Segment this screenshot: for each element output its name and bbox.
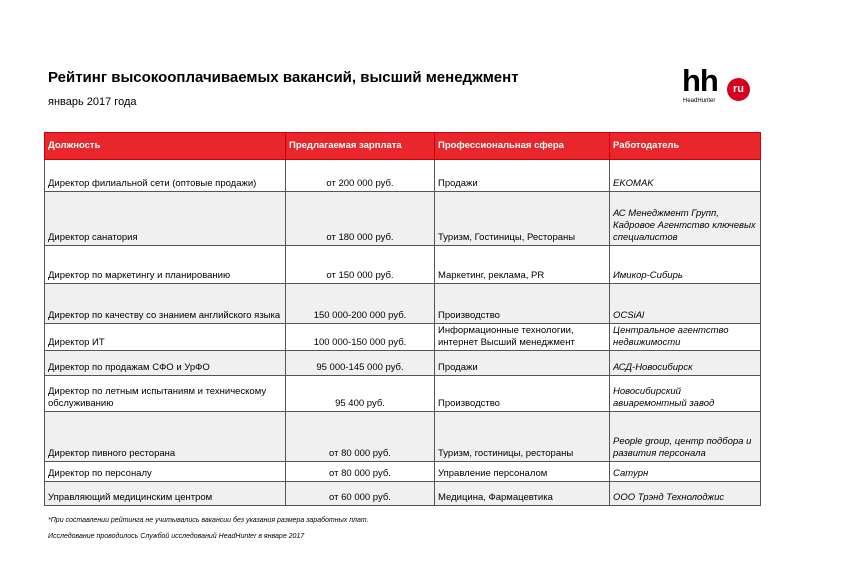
footnote-methodology: *При составлении рейтинга не учитывались вакансии без указания размера заработных плат.	[48, 517, 369, 524]
cell-employer: ООО Трэнд Технолоджис	[610, 482, 761, 506]
cell-salary: от 200 000 руб.	[286, 160, 435, 192]
logo-brand-text: HeadHunter	[683, 98, 716, 104]
table-row	[45, 462, 761, 482]
table-header-row	[45, 133, 761, 160]
column-header-position: Должность	[45, 133, 286, 160]
cell-employer: EKOMAK	[610, 160, 761, 192]
cell-employer: Сатурн	[610, 462, 761, 482]
cell-position: Директор по продажам СФО и УрФО	[45, 351, 286, 376]
cell-position: Директор санатория	[45, 192, 286, 246]
cell-sphere: Производство	[435, 284, 610, 324]
cell-position: Директор по летным испытаниям и техническому обслуживанию	[45, 376, 286, 412]
cell-employer: АС Менеджмент Групп, Кадровое Агентство ключевых специалистов	[610, 192, 761, 246]
cell-sphere: Туризм, Гостиницы, Рестораны	[435, 192, 610, 246]
cell-employer: People group, центр подбора и развития персонала	[610, 412, 761, 462]
cell-salary: от 150 000 руб.	[286, 246, 435, 284]
cell-sphere: Продажи	[435, 160, 610, 192]
cell-sphere: Производство	[435, 376, 610, 412]
table-row	[45, 412, 761, 462]
column-header-employer: Работодатель	[610, 133, 761, 160]
cell-sphere: Маркетинг, реклама, PR	[435, 246, 610, 284]
cell-salary: от 60 000 руб.	[286, 482, 435, 506]
column-header-sphere: Профессиональная сфера	[435, 133, 610, 160]
cell-position: Директор пивного ресторана	[45, 412, 286, 462]
column-header-salary: Предлагаемая зарплата	[286, 133, 435, 160]
headhunter-logo	[682, 63, 752, 109]
page-subtitle: январь 2017 года	[48, 96, 137, 108]
table-row	[45, 324, 761, 351]
cell-employer: Центральное агентство недвижимости	[610, 324, 761, 351]
cell-salary: 95 400 руб.	[286, 376, 435, 412]
cell-sphere: Продажи	[435, 351, 610, 376]
table-row	[45, 160, 761, 192]
cell-sphere: Информационные технологии, интернет Высший менеджмент	[435, 324, 610, 351]
cell-position: Директор по персоналу	[45, 462, 286, 482]
cell-position: Директор по качеству со знанием английского языка	[45, 284, 286, 324]
footnote-source: Исследование проводилось Службой исследований HeadHunter в январе 2017	[48, 533, 305, 540]
table-row	[45, 246, 761, 284]
cell-sphere: Управление персоналом	[435, 462, 610, 482]
logo-hh-text: hh	[682, 63, 718, 98]
table-row	[45, 482, 761, 506]
cell-position: Управляющий медицинским центром	[45, 482, 286, 506]
cell-sphere: Туризм, гостиницы, рестораны	[435, 412, 610, 462]
cell-salary: 150 000-200 000 руб.	[286, 284, 435, 324]
cell-salary: от 80 000 руб.	[286, 462, 435, 482]
cell-salary: от 80 000 руб.	[286, 412, 435, 462]
cell-employer: Новосибирский авиаремонтный завод	[610, 376, 761, 412]
cell-position: Директор по маркетингу и планированию	[45, 246, 286, 284]
cell-employer: OCSiAl	[610, 284, 761, 324]
table-row	[45, 376, 761, 412]
cell-employer: АСД-Новосибирск	[610, 351, 761, 376]
cell-employer: Имикор-Сибирь	[610, 246, 761, 284]
cell-position: Директор филиальной сети (оптовые продажи)	[45, 160, 286, 192]
cell-position: Директор ИТ	[45, 324, 286, 351]
vacancy-ranking-table	[44, 132, 761, 506]
cell-salary: от 180 000 руб.	[286, 192, 435, 246]
logo-ru-badge: ru	[727, 78, 750, 101]
table-row	[45, 192, 761, 246]
cell-salary: 95 000-145 000 руб.	[286, 351, 435, 376]
table-row	[45, 351, 761, 376]
table-row	[45, 284, 761, 324]
page-title: Рейтинг высокооплачиваемых вакансий, высший менеджмент	[48, 69, 519, 86]
cell-sphere: Медицина, Фармацевтика	[435, 482, 610, 506]
cell-salary: 100 000-150 000 руб.	[286, 324, 435, 351]
